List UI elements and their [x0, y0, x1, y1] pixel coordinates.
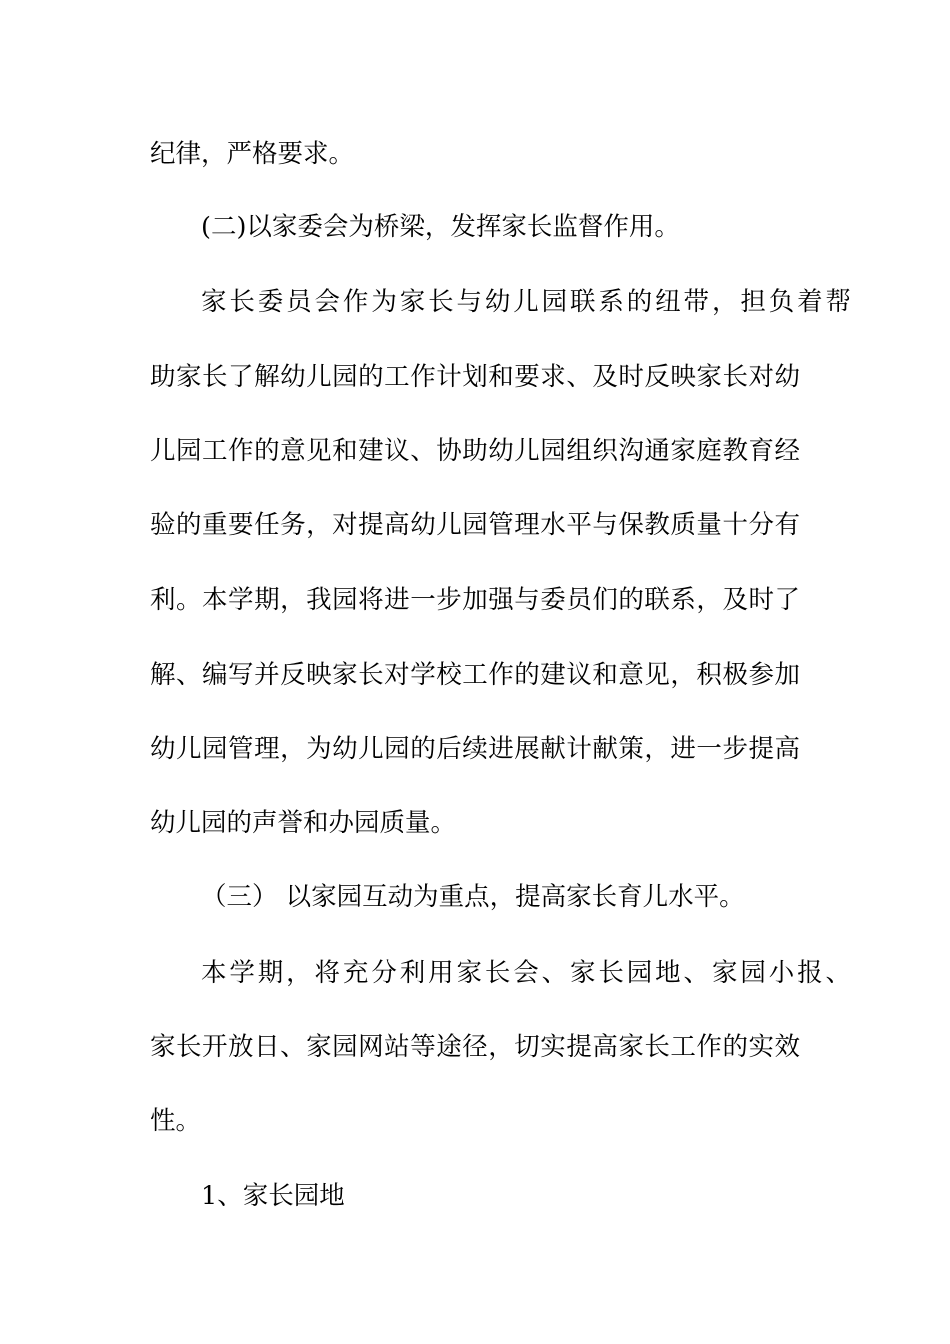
section-heading-2: (二)以家委会为桥梁，发挥家长监督作用。 [201, 212, 680, 242]
paragraph-line: 家长开放日、家园网站等途径，切实提高家长工作的实效 [150, 1032, 800, 1062]
paragraph-line: 解、编写并反映家长对学校工作的建议和意见，积极参加 [150, 660, 800, 690]
section-heading-3: （三） 以家园互动为重点，提高家长育儿水平。 [201, 882, 745, 912]
paragraph-line: 家长委员会作为家长与幼儿园联系的纽带，担负着帮 [201, 287, 851, 317]
paragraph-line: 儿园工作的意见和建议、协助幼儿园组织沟通家庭教育经 [150, 436, 800, 466]
paragraph-line: 验的重要任务，对提高幼儿园管理水平与保教质量十分有 [150, 510, 800, 540]
paragraph-line: 纪律，严格要求。 [150, 139, 355, 169]
paragraph-line: 助家长了解幼儿园的工作计划和要求、及时反映家长对幼 [150, 362, 800, 392]
paragraph-line: 幼儿园管理，为幼儿园的后续进展献计献策，进一步提高 [150, 734, 800, 764]
paragraph-line: 利。本学期，我园将进一步加强与委员们的联系，及时了 [150, 585, 800, 615]
paragraph-line: 性。 [150, 1106, 202, 1136]
subsection-heading: 1、家长园地 [201, 1181, 345, 1211]
paragraph-line: 幼儿园的声誉和办园质量。 [150, 808, 457, 838]
paragraph-line: 本学期，将充分利用家长会、家长园地、家园小报、 [201, 958, 851, 988]
